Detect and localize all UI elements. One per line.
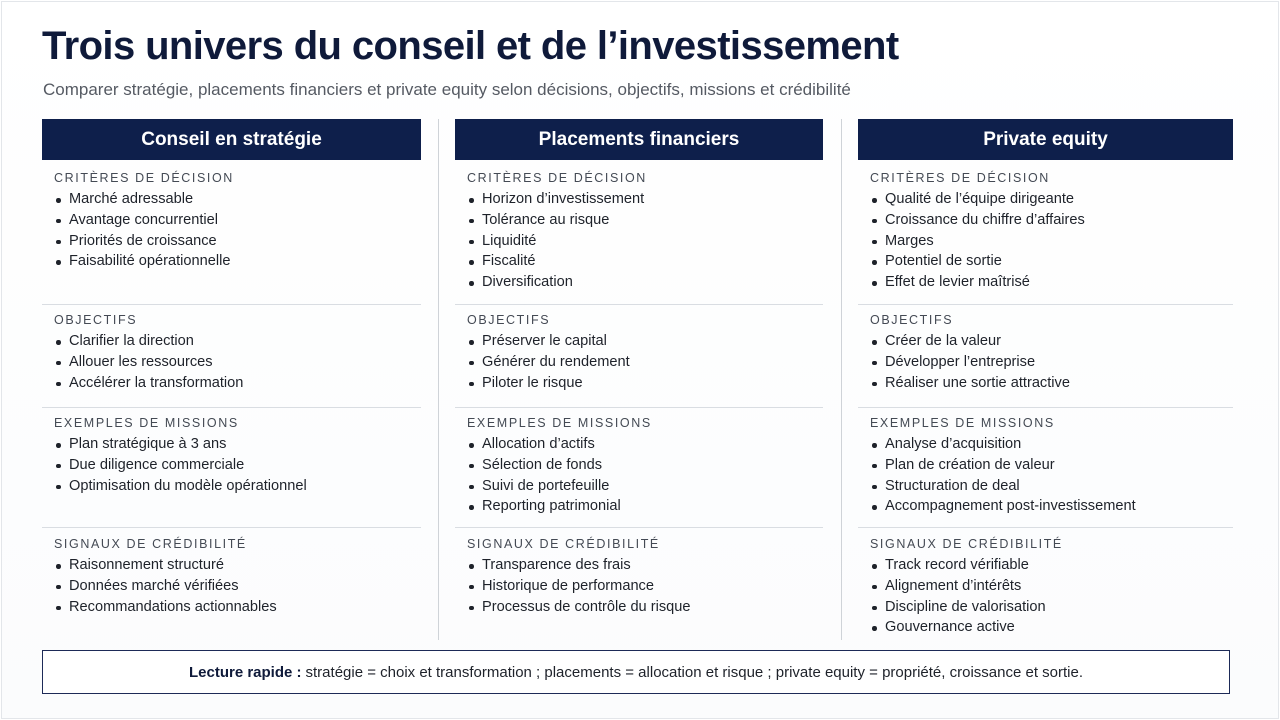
section-criteria (455, 171, 823, 293)
section-list (455, 331, 823, 393)
list-item: Faisabilité opérationnelle (42, 251, 421, 272)
list-item: Analyse d’acquisition (858, 434, 1233, 455)
section-list (858, 434, 1233, 517)
list-item: Discipline de valorisation (858, 597, 1233, 618)
list-item: Développer l’entreprise (858, 352, 1233, 373)
list-item: Due diligence commerciale (42, 455, 421, 476)
list-item: Marché adressable (42, 189, 421, 210)
section-label: OBJECTIFS (467, 313, 551, 327)
section-label: OBJECTIFS (870, 313, 954, 327)
section-label: SIGNAUX DE CRÉDIBILITÉ (54, 537, 247, 551)
list-item: Plan stratégique à 3 ans (42, 434, 421, 455)
section-divider (455, 527, 823, 528)
list-item: Liquidité (455, 231, 823, 252)
list-item: Diversification (455, 272, 823, 293)
section-missions (42, 416, 421, 496)
list-item: Priorités de croissance (42, 231, 421, 252)
list-item: Effet de levier maîtrisé (858, 272, 1233, 293)
section-list (455, 434, 823, 517)
section-divider (455, 407, 823, 408)
section-credibility (858, 537, 1233, 638)
quick-read-label: Lecture rapide : (188, 663, 302, 681)
section-credibility (455, 537, 823, 617)
section-list (858, 189, 1233, 293)
section-label: EXEMPLES DE MISSIONS (467, 416, 652, 430)
list-item: Plan de création de valeur (858, 455, 1233, 476)
list-item: Générer du rendement (455, 352, 823, 373)
list-item: Potentiel de sortie (858, 251, 1233, 272)
column-separator (841, 119, 842, 640)
section-divider (42, 527, 421, 528)
section-divider (42, 304, 421, 305)
list-item: Clarifier la direction (42, 331, 421, 352)
section-label: EXEMPLES DE MISSIONS (54, 416, 239, 430)
section-missions (858, 416, 1233, 517)
list-item: Horizon d’investissement (455, 189, 823, 210)
list-item: Processus de contrôle du risque (455, 597, 823, 618)
section-divider (455, 304, 823, 305)
list-item: Croissance du chiffre d’affaires (858, 210, 1233, 231)
list-item: Historique de performance (455, 576, 823, 597)
column-strategy (42, 119, 421, 615)
quick-read-box (42, 650, 1230, 694)
list-item: Fiscalité (455, 251, 823, 272)
list-item: Accompagnement post-investissement (858, 496, 1233, 517)
quick-read-text: stratégie = choix et transformation ; placements = allocation et risque ; private equity = propriété, croissance et sortie. (305, 663, 1083, 681)
list-item: Qualité de l’équipe dirigeante (858, 189, 1233, 210)
column-header: Private equity (858, 119, 1233, 160)
column-financial-investments (455, 119, 823, 615)
column-private-equity (858, 119, 1233, 636)
list-item: Allouer les ressources (42, 352, 421, 373)
section-objectives (42, 313, 421, 393)
list-item: Raisonnement structuré (42, 555, 421, 576)
section-list (455, 555, 823, 617)
list-item: Réaliser une sortie attractive (858, 373, 1233, 394)
section-label: CRITÈRES DE DÉCISION (54, 171, 234, 185)
section-divider (858, 407, 1233, 408)
section-list (42, 189, 421, 272)
section-label: SIGNAUX DE CRÉDIBILITÉ (467, 537, 660, 551)
list-item: Avantage concurrentiel (42, 210, 421, 231)
list-item: Préserver le capital (455, 331, 823, 352)
list-item: Track record vérifiable (858, 555, 1233, 576)
list-item: Piloter le risque (455, 373, 823, 394)
list-item: Tolérance au risque (455, 210, 823, 231)
section-divider (42, 407, 421, 408)
list-item: Créer de la valeur (858, 331, 1233, 352)
section-label: CRITÈRES DE DÉCISION (870, 171, 1050, 185)
section-list (858, 331, 1233, 393)
list-item: Allocation d’actifs (455, 434, 823, 455)
section-list (42, 331, 421, 393)
section-list (42, 434, 421, 496)
list-item: Accélérer la transformation (42, 373, 421, 394)
list-item: Optimisation du modèle opérationnel (42, 476, 421, 497)
list-item: Marges (858, 231, 1233, 252)
section-divider (858, 527, 1233, 528)
section-label: SIGNAUX DE CRÉDIBILITÉ (870, 537, 1063, 551)
section-objectives (455, 313, 823, 393)
column-header: Placements financiers (455, 119, 823, 160)
list-item: Données marché vérifiées (42, 576, 421, 597)
section-label: CRITÈRES DE DÉCISION (467, 171, 647, 185)
list-item: Gouvernance active (858, 617, 1233, 638)
section-label: EXEMPLES DE MISSIONS (870, 416, 1055, 430)
list-item: Recommandations actionnables (42, 597, 421, 618)
list-item: Sélection de fonds (455, 455, 823, 476)
section-list (42, 555, 421, 617)
list-item: Structuration de deal (858, 476, 1233, 497)
section-objectives (858, 313, 1233, 393)
column-separator (438, 119, 439, 640)
list-item: Reporting patrimonial (455, 496, 823, 517)
section-list (858, 555, 1233, 638)
section-missions (455, 416, 823, 517)
list-item: Alignement d’intérêts (858, 576, 1233, 597)
section-divider (858, 304, 1233, 305)
column-header: Conseil en stratégie (42, 119, 421, 160)
section-credibility (42, 537, 421, 617)
section-criteria (42, 171, 421, 272)
section-list (455, 189, 823, 293)
page-title: Trois univers du conseil et de l’investissement (42, 24, 899, 68)
section-label: OBJECTIFS (54, 313, 138, 327)
section-criteria (858, 171, 1233, 293)
list-item: Transparence des frais (455, 555, 823, 576)
list-item: Suivi de portefeuille (455, 476, 823, 497)
page-subtitle: Comparer stratégie, placements financiers et private equity selon décisions, objectifs, missions et crédibilité (43, 80, 851, 99)
